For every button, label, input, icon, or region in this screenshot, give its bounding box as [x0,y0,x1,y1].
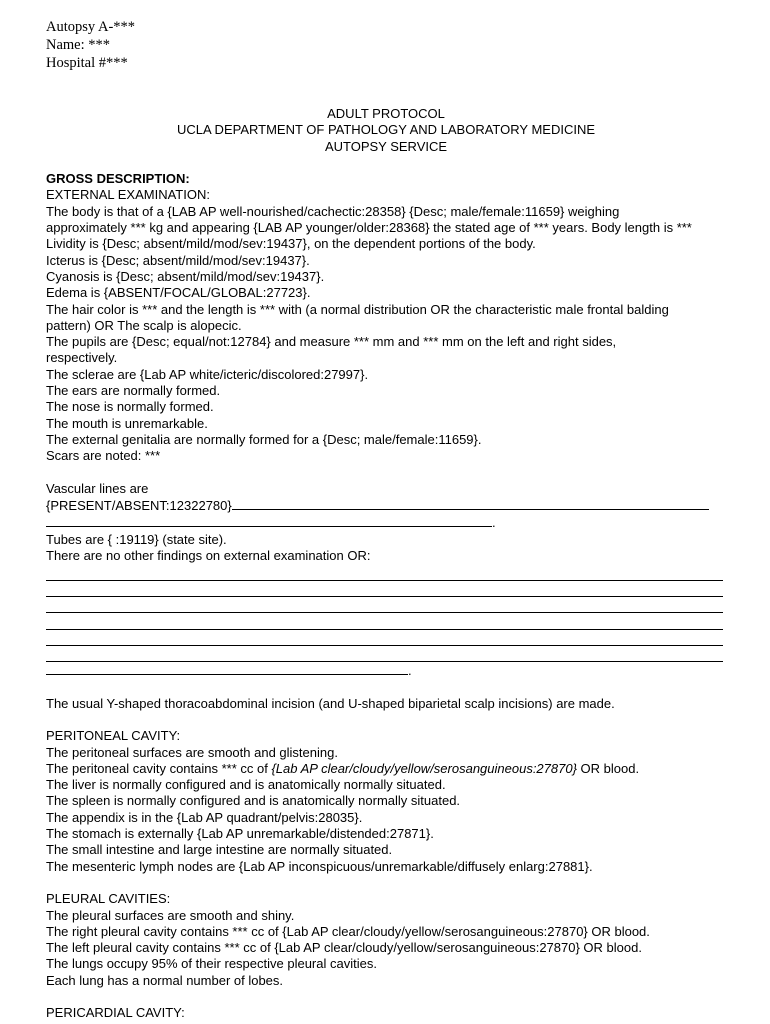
pleural-line: The pleural surfaces are smooth and shiny. [46,907,295,923]
external-line: Cyanosis is {Desc; absent/mild/mod/sev:19437}. [46,268,325,284]
hospital-number: Hospital #*** [46,55,128,71]
department-title: UCLA DEPARTMENT OF PATHOLOGY AND LABORATORY MEDICINE [176,122,596,138]
patient-header [46,18,135,72]
vascular-lines-field[interactable] [46,497,726,514]
external-line: Lividity is {Desc; absent/mild/mod/sev:19437}, on the dependent portions of the body. [46,236,536,252]
blank-line[interactable] [46,630,723,646]
external-line: The mouth is unremarkable. [46,415,208,431]
external-line: Edema is {ABSENT/FOCAL/GLOBAL:27723}. [46,285,311,301]
pleural-cavities-heading: PLEURAL CAVITIES: [46,891,171,907]
external-line: The hair color is *** and the length is *** with (a normal distribution OR the characteristic male frontal balding [46,301,669,317]
incision-line: The usual Y-shaped thoracoabdominal incision (and U-shaped biparietal scalp incisions) are made. [46,695,615,711]
peritoneal-line: The spleen is normally configured and is anatomically normally situated. [46,793,461,809]
external-line: approximately *** kg and appearing {LAB AP younger/older:28368} the stated age of *** years. Body length is *** [46,220,692,236]
peritoneal-line: The mesenteric lymph nodes are {Lab AP inconspicuous/unremarkable/diffusely enlarg:27881}. [46,858,593,874]
blank-line[interactable] [46,646,723,662]
peritoneal-line: The peritoneal surfaces are smooth and glistening. [46,744,338,760]
external-line: The body is that of a {LAB AP well-nourished/cachectic:28358} {Desc; male/female:11659} weighing [46,203,620,219]
pleural-line: The left pleural cavity contains *** cc of {Lab AP clear/cloudy/yellow/serosanguineous:27870} OR blood. [46,940,642,956]
external-line: The pupils are {Desc; equal/not:12784} and measure *** mm and *** mm on the left and right sides, [46,334,617,350]
blank-line[interactable] [46,581,723,597]
blank-line[interactable] [46,613,723,629]
external-line: Icterus is {Desc; absent/mild/mod/sev:19437}. [46,252,310,268]
fill-in-blank[interactable] [232,497,709,510]
external-examination-heading: EXTERNAL EXAMINATION: [46,187,210,203]
external-line: The nose is normally formed. [46,399,214,415]
pleural-line: The right pleural cavity contains *** cc of {Lab AP clear/cloudy/yellow/serosanguineous:27870} OR blood. [46,923,650,939]
period: . [492,515,496,531]
peritoneal-fluid-option: {Lab AP clear/cloudy/yellow/serosanguineous:27870} [271,760,577,776]
vascular-lines-continuation[interactable] [46,514,726,531]
external-line: respectively. [46,350,118,366]
vascular-lines-value: {PRESENT/ABSENT:12322780} [46,498,232,514]
external-line: The external genitalia are normally formed for a {Desc; male/female:11659}. [46,431,482,447]
peritoneal-contents-line: The peritoneal cavity contains *** cc of {Lab AP clear/cloudy/yellow/serosanguineous:27870} OR blood. [46,760,640,776]
external-line: Scars are noted: *** [46,448,161,464]
peritoneal-line: The liver is normally configured and is anatomically normally situated. [46,777,446,793]
peritoneal-line: The small intestine and large intestine are normally situated. [46,842,393,858]
vascular-lines-label: Vascular lines are [46,480,149,496]
service-title: AUTOPSY SERVICE [324,138,448,154]
fill-in-blank[interactable] [46,662,408,675]
blank-line-last[interactable] [46,662,726,679]
peritoneal-cavity-heading: PERITONEAL CAVITY: [46,728,181,744]
external-line: The ears are normally formed. [46,383,221,399]
external-line: The sclerae are {Lab AP white/icteric/discolored:27997}. [46,366,369,382]
peritoneal-line: The appendix is in the {Lab AP quadrant/pelvis:28035}. [46,809,363,825]
pleural-line: Each lung has a normal number of lobes. [46,972,284,988]
period: . [408,663,412,679]
protocol-title: ADULT PROTOCOL [327,106,445,121]
no-other-findings-line: There are no other findings on external examination OR: [46,548,371,564]
pleural-line: The lungs occupy 95% of their respective pleural cavities. [46,956,377,972]
peritoneal-line: The stomach is externally {Lab AP unremarkable/distended:27871}. [46,826,434,842]
tubes-line: Tubes are { :19119} (state site). [46,531,227,547]
external-line: pattern) OR The scalp is alopecic. [46,317,242,333]
blank-line[interactable] [46,564,723,580]
pericardial-cavity-heading: PERICARDIAL CAVITY: [46,1005,185,1021]
fill-in-blank[interactable] [46,514,492,527]
blank-line[interactable] [46,597,723,613]
gross-description-heading: GROSS DESCRIPTION: [46,171,190,187]
patient-name: Name: *** [46,37,111,53]
autopsy-number: Autopsy A-*** [46,19,136,35]
protocol-document [46,106,726,1022]
